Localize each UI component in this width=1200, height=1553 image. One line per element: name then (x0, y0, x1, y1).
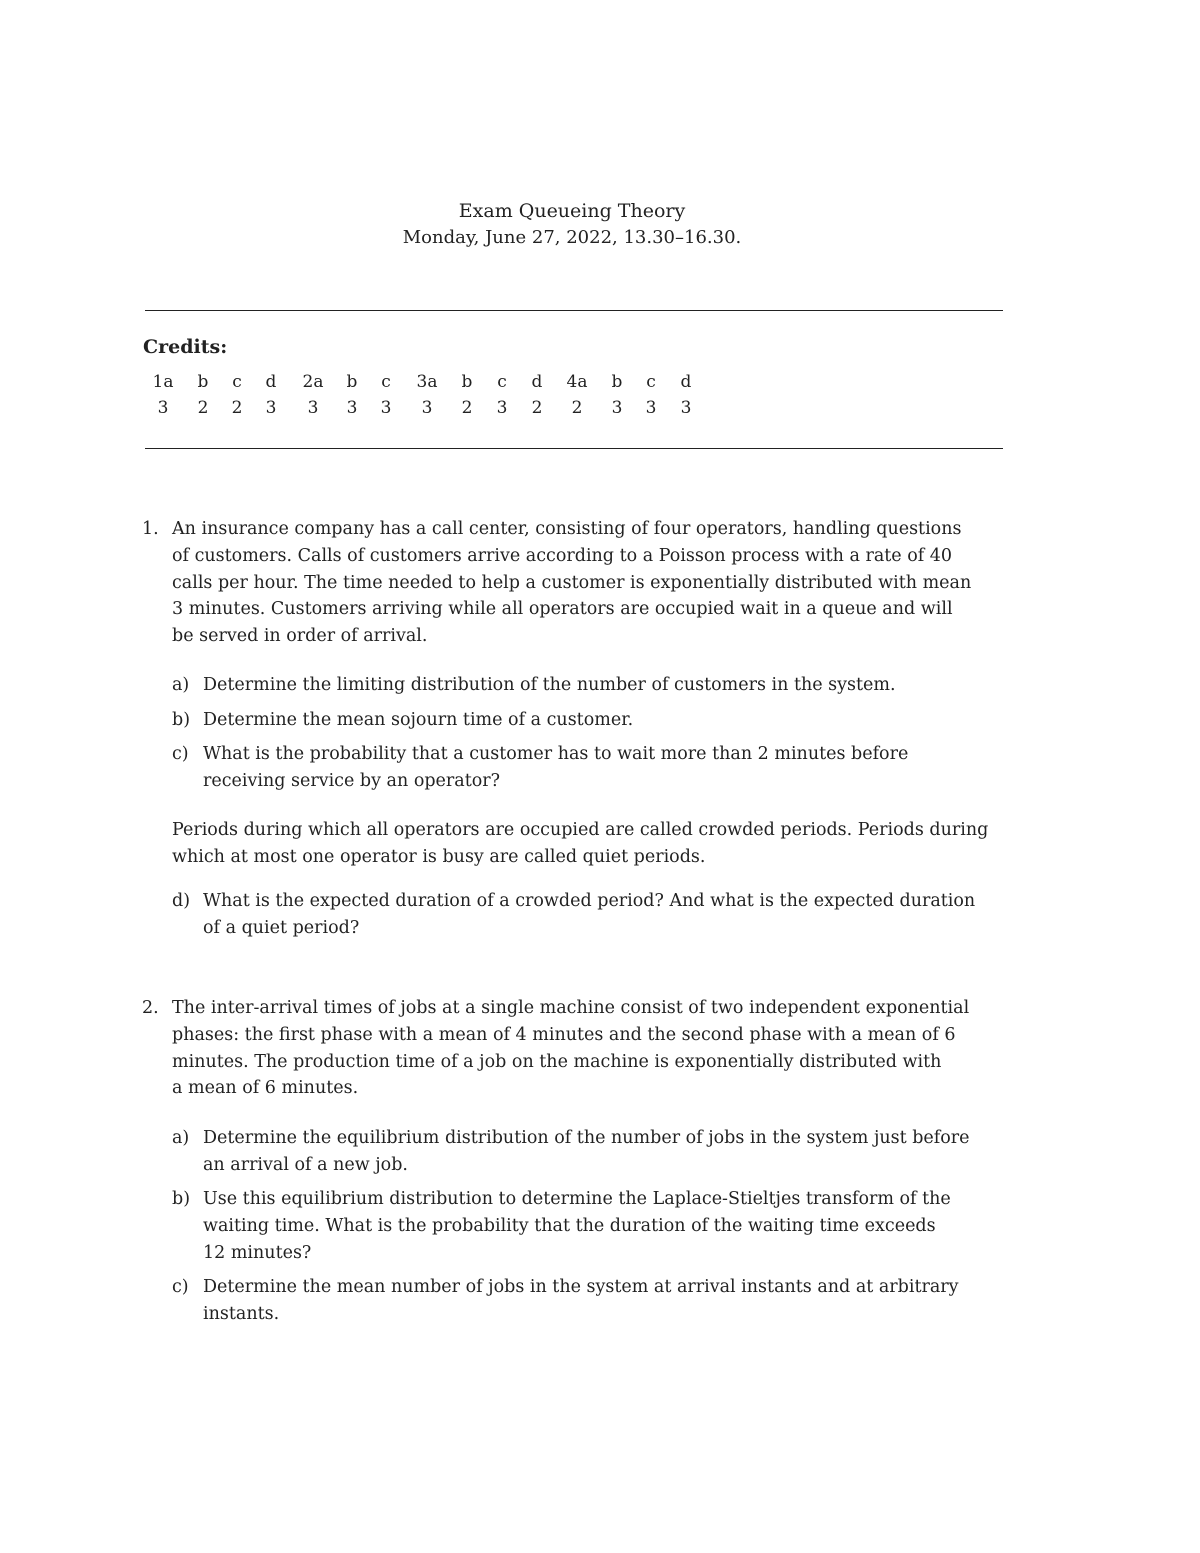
question-text: Periods during which all operators are occupied are called crowded periods. Periods during (172, 820, 989, 840)
part-label: c) (172, 1277, 189, 1297)
part-text: receiving service by an operator? (203, 770, 501, 791)
part-text: Determine the mean sojourn time of a customer. (203, 710, 634, 730)
question-text: be served in order of arrival. (172, 626, 428, 647)
credit-label: 2a (302, 372, 324, 392)
part-text: waiting time. What is the probability that the duration of the waiting time exceeds (203, 1215, 936, 1236)
question-text: of customers. Calls of customers arrive according to a Poisson process with a rate of 40 (172, 545, 953, 566)
part-text: Determine the equilibrium distribution of the number of jobs in the system just before (203, 1128, 970, 1148)
part-text: Determine the mean number of jobs in the system at arrival instants and at arbitrary (203, 1277, 959, 1297)
part-text: Determine the limiting distribution of the number of customers in the system. (203, 675, 896, 695)
question-text: The inter-arrival times of jobs at a single machine consist of two independent exponential (172, 998, 970, 1018)
credit-value: 3 (157, 398, 169, 418)
part-label: a) (172, 1128, 190, 1148)
credit-value: 3 (346, 398, 358, 418)
credit-label: c (381, 372, 391, 392)
part-text: What is the probability that a customer has to wait more than 2 minutes before (203, 744, 909, 764)
credit-label: b (197, 372, 209, 392)
exam-title: Exam Queueing Theory (458, 200, 686, 222)
part-label: a) (172, 675, 190, 695)
credit-label: c (646, 372, 656, 392)
credit-label: d (531, 372, 543, 392)
exam-date: Monday, June 27, 2022, 13.30–16.30. (402, 227, 742, 248)
credit-label: b (346, 372, 358, 392)
question-text: phases: the first phase with a mean of 4 minutes and the second phase with a mean of 6 (172, 1024, 956, 1045)
part-label: b) (172, 1189, 191, 1209)
question-number: 2. (142, 998, 159, 1018)
credit-value: 3 (421, 398, 433, 418)
credit-value: 3 (265, 398, 277, 418)
credit-value: 2 (461, 398, 473, 418)
part-text: Use this equilibrium distribution to determine the Laplace-Stieltjes transform of the (203, 1189, 951, 1209)
credit-value: 3 (307, 398, 319, 418)
credit-value: 3 (496, 398, 508, 418)
credit-label: 3a (416, 372, 438, 392)
question-text: which at most one operator is busy are called quiet periods. (172, 846, 706, 867)
credit-label: b (461, 372, 473, 392)
credit-value: 2 (571, 398, 583, 418)
part-label: b) (172, 710, 191, 730)
credit-value: 3 (380, 398, 392, 418)
question-text: a mean of 6 minutes. (172, 1078, 359, 1099)
credit-value: 2 (231, 398, 243, 418)
credit-label: 4a (566, 372, 588, 392)
credit-label: c (497, 372, 507, 392)
part-label: d) (172, 891, 191, 911)
credits-heading: Credits: (143, 336, 228, 358)
part-text: instants. (203, 1303, 280, 1324)
part-label: c) (172, 744, 189, 764)
credit-label: c (232, 372, 242, 392)
question-number: 1. (142, 519, 159, 539)
credit-label: d (680, 372, 692, 392)
question-text: minutes. The production time of a job on the machine is exponentially distributed with (172, 1051, 942, 1072)
credit-label: 1a (152, 372, 174, 392)
part-text: What is the expected duration of a crowded period? And what is the expected duration (203, 891, 976, 911)
credit-value: 2 (531, 398, 543, 418)
part-text: 12 minutes? (203, 1242, 312, 1263)
top-divider (145, 310, 1003, 311)
part-text: of a quiet period? (203, 917, 360, 938)
bottom-divider (145, 448, 1003, 449)
part-text: an arrival of a new job. (203, 1154, 408, 1175)
credit-label: d (265, 372, 277, 392)
question-text: An insurance company has a call center, consisting of four operators, handling questions (172, 519, 962, 539)
credit-value: 3 (680, 398, 692, 418)
credit-value: 3 (611, 398, 623, 418)
credit-value: 2 (197, 398, 209, 418)
credit-value: 3 (645, 398, 657, 418)
question-text: calls per hour. The time needed to help a customer is exponentially distributed with mean (172, 572, 972, 593)
question-text: 3 minutes. Customers arriving while all operators are occupied wait in a queue and will (172, 599, 953, 620)
credit-label: b (611, 372, 623, 392)
